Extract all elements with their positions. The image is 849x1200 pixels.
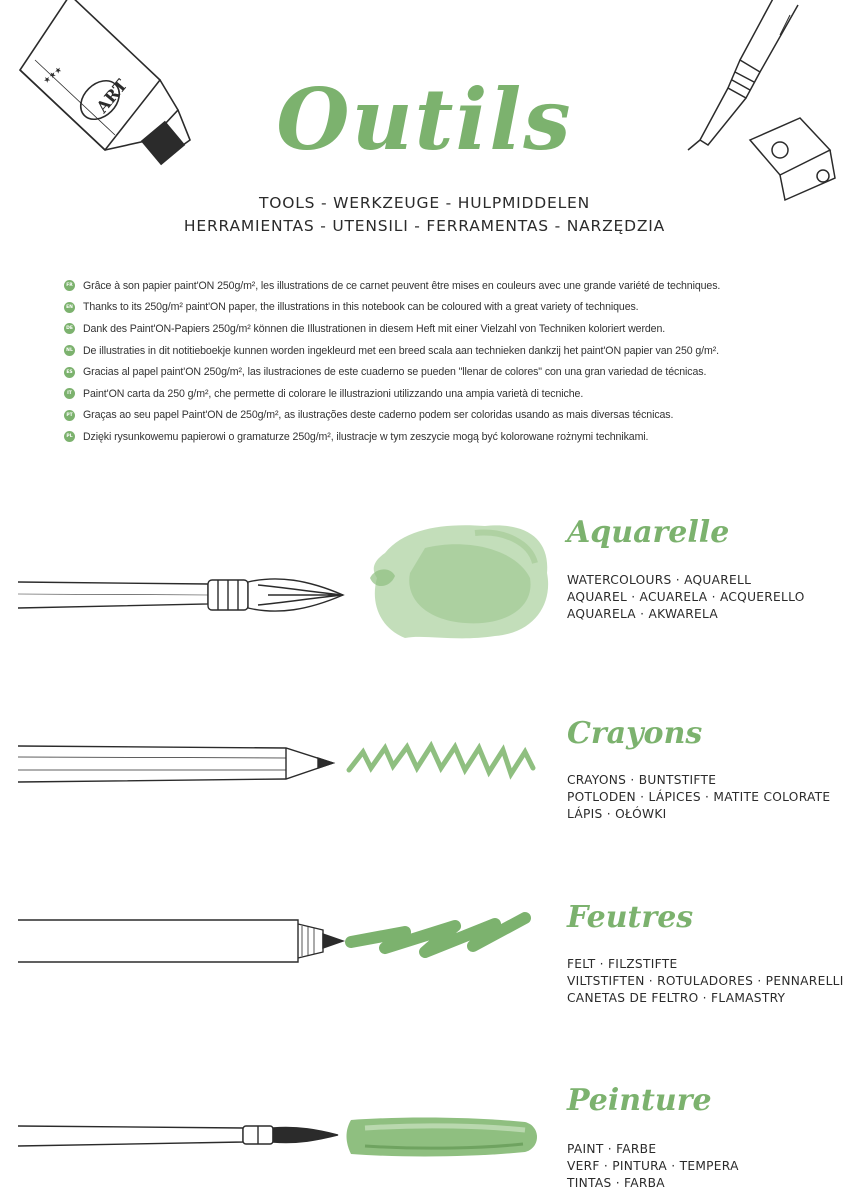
- intro-text: Graças ao seu papel Paint'ON de 250g/m², as ilustrações deste caderno podem ser coloridas usando as mais diversas técnicas.: [83, 409, 674, 422]
- language-badge-icon: NL: [64, 345, 75, 356]
- intro-text: De illustraties in dit notitieboekje kunnen worden ingekleurd met een breed scala aan technieken dankzij het paint'ON papier van 250 g/m².: [83, 344, 720, 357]
- section-line: CRAYONS · BUNTSTIFTE: [567, 773, 717, 787]
- intro-line-en: [64, 297, 849, 319]
- subtitle-line-2: HERRAMIENTAS - UTENSILI - FERRAMENTAS - NARZĘDZIA: [183, 217, 666, 235]
- section-line: VERF · PINTURA · TEMPERA: [567, 1159, 739, 1173]
- intro-line-it: [64, 383, 849, 405]
- subtitle-line-1: TOOLS - WERKZEUGE - HULPMIDDELEN: [258, 194, 591, 212]
- intro-text: Gracias al papel paint'ON 250g/m², las ilustraciones de este cuaderno se pueden "llenar de colores" con una gran variedad de técnicas.: [83, 366, 707, 379]
- section-lines-aquarelle: [567, 572, 805, 623]
- section-line: VILTSTIFTEN · ROTULADORES · PENNARELLI: [567, 974, 844, 988]
- language-badge-icon: PL: [64, 431, 75, 442]
- section-line: WATERCOLOURS · AQUARELL: [567, 573, 752, 587]
- section-line: POTLODEN · LÁPICES · MATITE COLORATE: [567, 790, 831, 804]
- intro-text: Dank des Paint'ON-Papiers 250g/m² können die Illustrationen in diesem Heft mit einer Vielzahl von Techniken koloriert werden.: [83, 322, 666, 335]
- language-badge-icon: ES: [64, 367, 75, 378]
- section-title-feutres: Feutres: [567, 900, 694, 935]
- watercolor-swatch: [365, 518, 555, 643]
- section-lines-crayons: [567, 772, 830, 823]
- language-badge-icon: EN: [64, 302, 75, 313]
- intro-text: Thanks to its 250g/m² paint'ON paper, the illustrations in this notebook can be coloured with a great variety of techniques.: [83, 301, 639, 314]
- intro-line-pl: [64, 426, 849, 448]
- language-badge-icon: DE: [64, 323, 75, 334]
- pencil-swatch: [345, 738, 540, 783]
- intro-line-pt: [64, 405, 849, 427]
- section-lines-peinture: [567, 1141, 739, 1192]
- watercolor-brush-icon: [18, 570, 348, 620]
- intro-line-nl: [64, 340, 849, 362]
- intro-text: Dzięki rysunkowemu papierowi o gramaturze 250g/m², ilustracje w tym zeszycie mogą być kolorowane rożnymi technikami.: [83, 430, 649, 443]
- section-line: CANETAS DE FELTRO · FLAMASTRY: [567, 991, 786, 1005]
- language-badge-icon: PT: [64, 410, 75, 421]
- pencil-icon: [18, 742, 338, 786]
- section-line: TINTAS · FARBA: [567, 1176, 665, 1190]
- intro-text: Grâce à son papier paint'ON 250g/m², les illustrations de ce carnet peuvent être mises en couleurs avec une grande variété de techniques.: [83, 279, 721, 292]
- tube-label: ART: [92, 75, 132, 117]
- language-badge-icon: IT: [64, 388, 75, 399]
- felt-swatch: [345, 908, 545, 963]
- intro-line-es: [64, 361, 849, 383]
- intro-line-de: [64, 318, 849, 340]
- section-title-crayons: Crayons: [567, 716, 703, 751]
- intro-line-fr: [64, 275, 849, 297]
- language-badge-icon: FR: [64, 280, 75, 291]
- section-line: AQUARELA · AKWARELA: [567, 607, 719, 621]
- section-line: LÁPIS · OŁÓWKI: [567, 807, 667, 821]
- page-title: Outils: [276, 70, 573, 169]
- intro-list: [64, 275, 849, 448]
- paint-brush-icon: [18, 1118, 338, 1152]
- section-lines-feutres: [567, 956, 844, 1007]
- section-line: AQUAREL · ACUARELA · ACQUERELLO: [567, 590, 805, 604]
- section-line: PAINT · FARBE: [567, 1142, 657, 1156]
- intro-text: Paint'ON carta da 250 g/m², che permette di colorare le illustrazioni utilizzando una ampia varietà di tecniche.: [83, 387, 584, 400]
- paint-swatch: [345, 1112, 545, 1162]
- section-title-aquarelle: Aquarelle: [567, 515, 730, 550]
- section-line: FELT · FILZSTIFTE: [567, 957, 678, 971]
- tube-stars: ★★★: [41, 64, 64, 86]
- section-title-peinture: Peinture: [567, 1083, 712, 1118]
- felt-pen-icon: [18, 916, 343, 966]
